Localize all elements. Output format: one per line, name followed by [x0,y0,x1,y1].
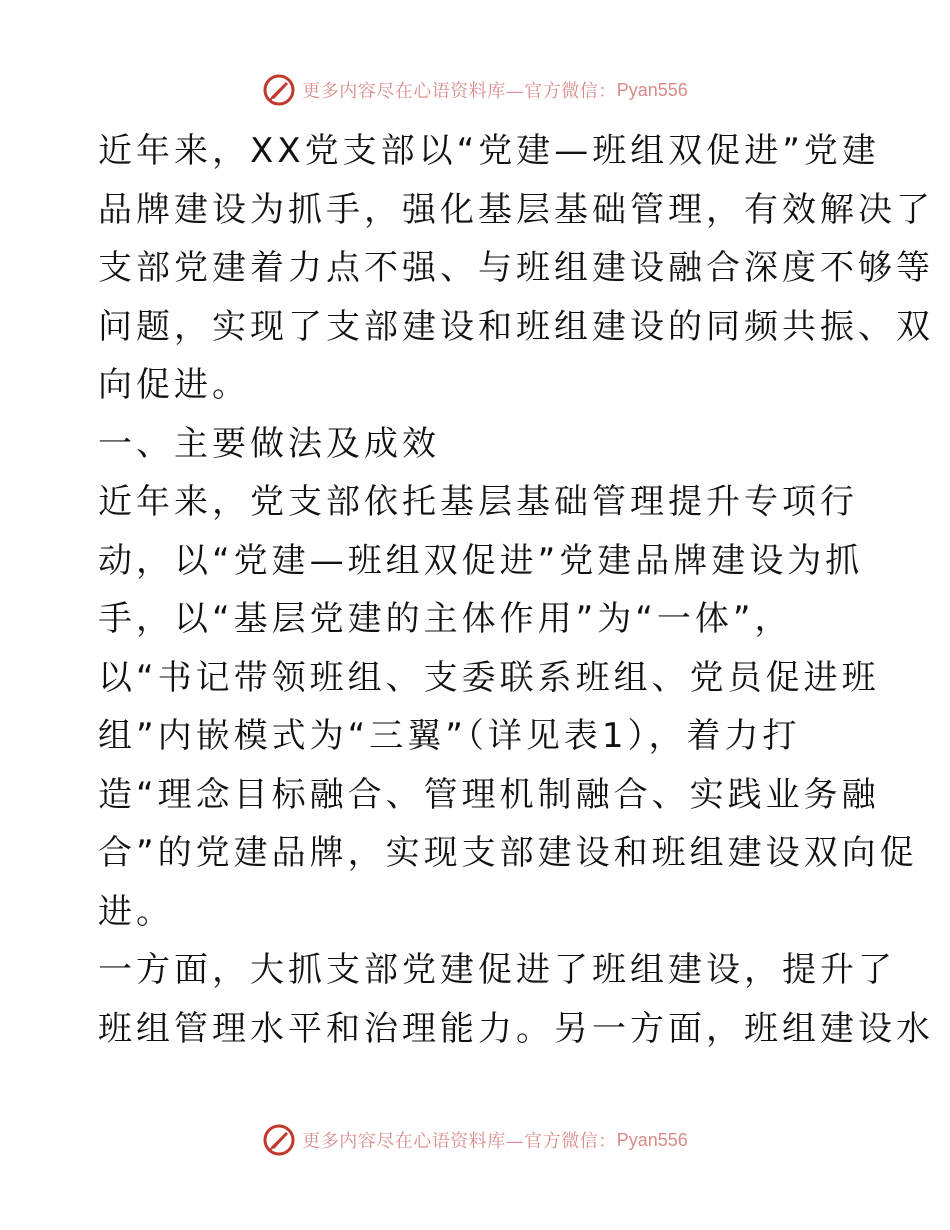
paragraph-line: 近年来，XX党支部以“党建—班组双促进”党建 [98,131,880,171]
header-banner-text: 更多内容尽在心语资料库—官方微信： [302,81,617,102]
paragraph-line: 合”的党建品牌，实现支部建设和班组建设双向促 [98,833,918,873]
footer-banner-text: 更多内容尽在心语资料库—官方微信： [302,1131,617,1152]
footer-banner [0,1120,950,1160]
paragraph-line: 造“理念目标融合、管理机制融合、实践业务融 [98,774,880,815]
document-body [98,122,934,1058]
quill-logo-icon [262,1123,296,1157]
paragraph-line: 手，以“基层党建的主体作用”为“一体”， [98,599,793,639]
paragraph-line: 班组管理水平和治理能力。另一方面，班组建设水 [98,1008,934,1049]
section-heading: 一、主要做法及成效 [98,423,440,464]
quill-logo-icon [262,73,296,107]
paragraph-line: 问题，实现了支部建设和班组建设的同频共振、双 [98,306,934,347]
paragraph-line: 组”内嵌模式为“三翼”（详见表1），着力打 [98,716,801,756]
paragraph-line: 进。 [98,891,174,932]
paragraph-line: 以“书记带领班组、支委联系班组、党员促进班 [98,657,880,698]
paragraph-line: 一方面，大抓支部党建促进了班组建设，提升了 [98,950,896,990]
paragraph-line: 动，以“党建—班组双促进”党建品牌建设为抓 [98,540,864,581]
paragraph-line: 支部党建着力点不强、与班组建设融合深度不够等 [98,248,934,288]
header-banner [0,70,950,110]
paragraph-line: 品牌建设为抓手，强化基层基础管理，有效解决了 [98,189,934,230]
paragraph-line: 向促进。 [98,365,250,405]
paragraph-line: 近年来，党支部依托基层基础管理提升专项行 [98,482,858,522]
footer-wechat-id: Pyan556 [616,1129,688,1150]
header-wechat-id: Pyan556 [616,79,688,100]
